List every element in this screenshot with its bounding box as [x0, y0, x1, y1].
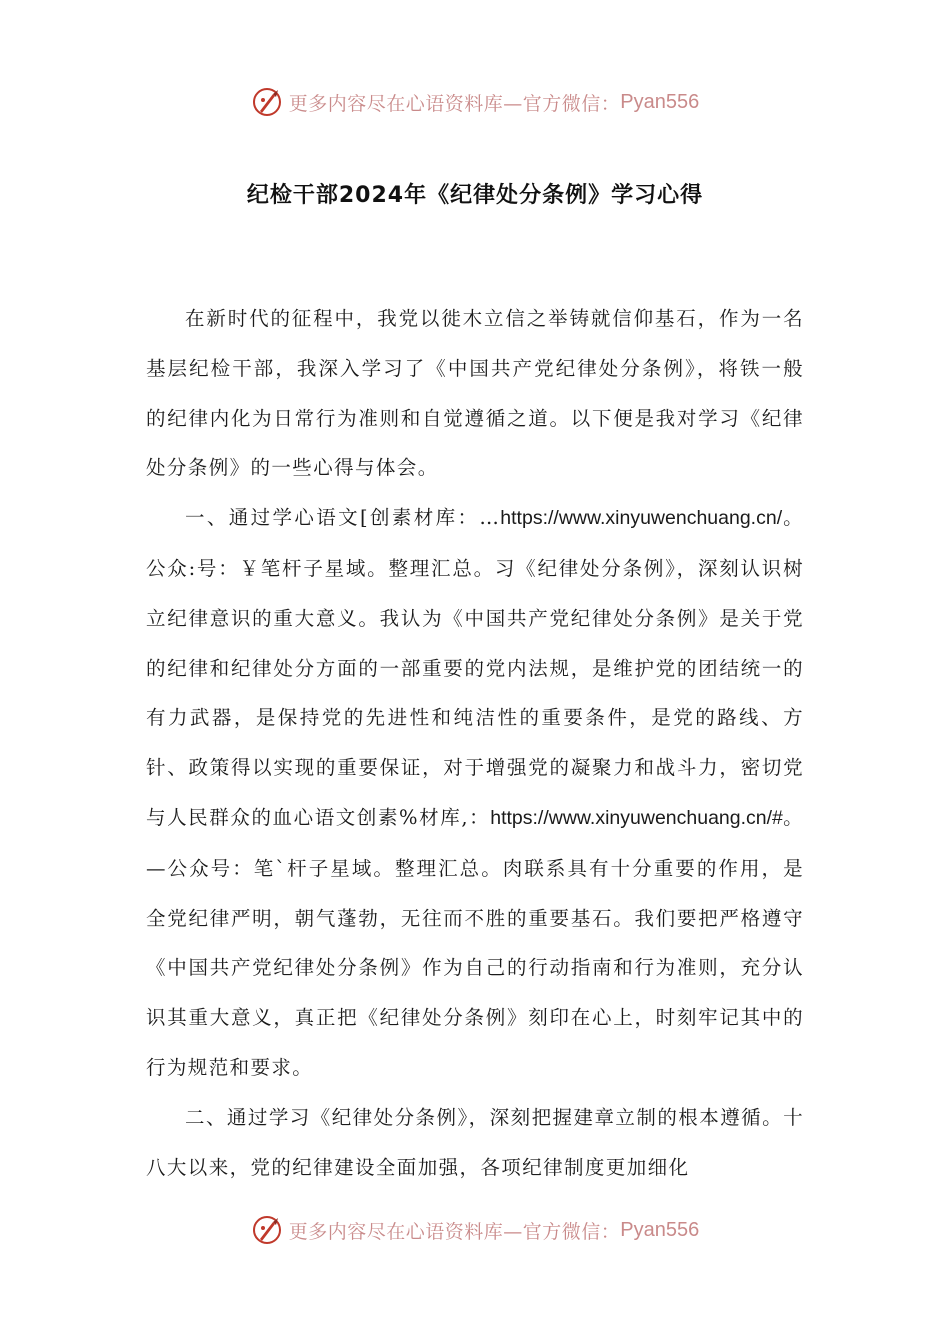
quill-pen-logo-icon: [251, 1214, 283, 1246]
paragraph-text: 一、通过学心语文[创素材库：…: [185, 506, 501, 530]
header-banner-text: 更多内容尽在心语资料库—官方微信：: [288, 92, 621, 115]
header-banner: [0, 80, 950, 124]
paragraph-text: 在新时代的征程中，我党以徙木立信之举铸就信仰基石，作为一名基层纪检干部，我深入学习了《中国共产党纪律处分条例》，将铁一般的纪律内化为日常行为准则和自觉遵循之道。以下便是我对学习《纪律处分条例》的一些心得与体会。: [146, 307, 804, 480]
document-title: 纪检干部2024年《纪律处分条例》学习心得: [246, 183, 704, 208]
paragraph-section-two: [146, 1093, 804, 1193]
website-url-text: https://www.xinyuwenchuang.cn/: [500, 507, 783, 530]
document-body: [146, 294, 804, 1192]
paragraph-text: 。公众:号：￥笔杆子星域。整理汇总。习《纪律处分条例》，深刻认识树立纪律意识的重大意义。我认为《中国共产党纪律处分条例》是关于党的纪律和纪律处分方面的一部重要的党内法规，是维护党的团结统一的有力武器，是保持党的先进性和纯洁性的重要条件，是党的路线、方针、政策得以实现的重要保证，对于增强党的凝聚力和战斗力，密切党与人民群众的血心语文创素%材库,：: [146, 506, 805, 829]
website-url-text: https://www.xinyuwenchuang.cn/#: [490, 806, 783, 829]
paragraph-text: 二、通过学习《纪律处分条例》，深刻把握建章立制的根本遵循。十八大以来，党的纪律建设全面加强，各项纪律制度更加细化: [146, 1105, 804, 1179]
footer-wechat-id: Pyan556: [620, 1218, 700, 1241]
header-wechat-id: Pyan556: [620, 90, 700, 113]
footer-banner-text: 更多内容尽在心语资料库—官方微信：: [288, 1220, 621, 1243]
footer-banner: [0, 1208, 950, 1252]
paragraph-section-one: [146, 493, 804, 1093]
paragraph-text: 。—公众号：笔`杆子星域。整理汇总。肉联系具有十分重要的作用，是全党纪律严明，朝气蓬勃，无往而不胜的重要基石。我们要把严格遵守《中国共产党纪律处分条例》作为自己的行动指南和行为准则，充分认识其重大意义，真正把《纪律处分条例》刻印在心上，时刻牢记其中的行为规范和要求。: [146, 805, 804, 1079]
paragraph-intro: [146, 294, 804, 493]
quill-pen-logo-icon: [251, 86, 283, 118]
